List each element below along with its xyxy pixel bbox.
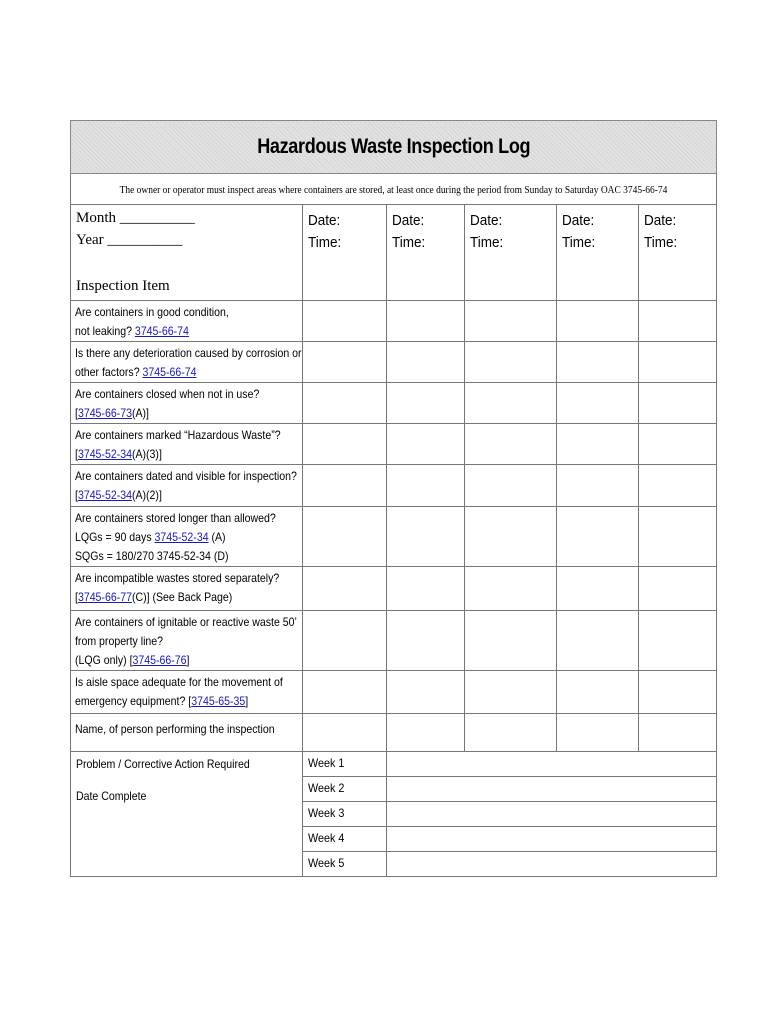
time-label: Time: [644, 234, 678, 251]
month-field[interactable]: Month __________ [76, 210, 195, 226]
check-cell[interactable] [387, 611, 465, 671]
check-cell[interactable] [465, 383, 557, 424]
inspector-name-cell[interactable] [557, 714, 639, 752]
inspection-item-row: Are containers stored longer than allowed? LQGs = 90 days 3745-52-34 (A) SQGs = 180/270 3745-52-34 (D) [71, 507, 303, 567]
inspection-log-table [70, 120, 717, 877]
inspection-item-row: Are containers in good condition, not leaking? 3745-66-74 [71, 301, 303, 342]
week-entry[interactable] [387, 777, 717, 802]
title-banner [71, 121, 717, 174]
check-cell[interactable] [387, 671, 465, 714]
check-cell[interactable] [465, 611, 557, 671]
check-cell[interactable] [557, 301, 639, 342]
inspection-item-row: Is aisle space adequate for the movement of emergency equipment? [3745-65-35] [71, 671, 303, 714]
check-cell[interactable] [557, 671, 639, 714]
date-label: Date: [470, 212, 503, 229]
check-cell[interactable] [303, 611, 387, 671]
problem-section [71, 752, 303, 877]
week-entry[interactable] [387, 802, 717, 827]
check-cell[interactable] [465, 567, 557, 611]
check-cell[interactable] [303, 465, 387, 507]
check-cell[interactable] [387, 507, 465, 567]
inspector-name-row: Name, of person performing the inspection [71, 714, 303, 752]
inspection-item-row: Is there any deterioration caused by corrosion or other factors? 3745-66-74 [71, 342, 303, 383]
check-cell[interactable] [639, 507, 717, 567]
inspector-name-cell[interactable] [639, 714, 717, 752]
inspection-item-row: Are containers marked “Hazardous Waste”? [3745-52-34(A)(3)] [71, 424, 303, 465]
check-cell[interactable] [465, 671, 557, 714]
page-title: Hazardous Waste Inspection Log [257, 135, 531, 158]
check-cell[interactable] [465, 465, 557, 507]
check-cell[interactable] [639, 465, 717, 507]
week-label: Week 3 [303, 802, 387, 827]
check-cell[interactable] [387, 465, 465, 507]
check-cell[interactable] [639, 567, 717, 611]
inspector-name-cell[interactable] [303, 714, 387, 752]
week-label: Week 1 [303, 752, 387, 777]
check-cell[interactable] [639, 424, 717, 465]
check-cell[interactable] [639, 671, 717, 714]
check-cell[interactable] [387, 342, 465, 383]
inspection-item-row: Are containers dated and visible for inspection? [3745-52-34(A)(2)] [71, 465, 303, 507]
check-cell[interactable] [387, 424, 465, 465]
date-time-column-4[interactable] [557, 205, 639, 301]
check-cell[interactable] [465, 301, 557, 342]
problem-label: Problem / Corrective Action Required [76, 757, 250, 771]
week-entry[interactable] [387, 827, 717, 852]
check-cell[interactable] [387, 383, 465, 424]
date-time-column-5[interactable] [639, 205, 717, 301]
check-cell[interactable] [639, 301, 717, 342]
inspection-item-row: Are containers closed when not in use? [3745-66-73(A)] [71, 383, 303, 424]
inspector-name-cell[interactable] [465, 714, 557, 752]
date-label: Date: [308, 212, 341, 229]
check-cell[interactable] [639, 383, 717, 424]
inspection-log-sheet [70, 120, 716, 877]
time-label: Time: [392, 234, 426, 251]
inspection-notice: The owner or operator must inspect areas where containers are stored, at least once during the period from Sunday to Saturday OAC 3745-66-74 [119, 184, 668, 196]
check-cell[interactable] [557, 567, 639, 611]
week-label: Week 5 [303, 852, 387, 877]
check-cell[interactable] [303, 301, 387, 342]
date-complete-label: Date Complete [76, 789, 147, 803]
check-cell[interactable] [557, 465, 639, 507]
check-cell[interactable] [557, 342, 639, 383]
week-entry[interactable] [387, 852, 717, 877]
inspection-item-row: Are incompatible wastes stored separately? [3745-66-77(C)] (See Back Page) [71, 567, 303, 611]
check-cell[interactable] [303, 342, 387, 383]
date-time-column-1[interactable] [303, 205, 387, 301]
check-cell[interactable] [557, 424, 639, 465]
regulation-link[interactable]: 3745-66-73 [77, 406, 132, 420]
week-label: Week 2 [303, 777, 387, 802]
week-label: Week 4 [303, 827, 387, 852]
time-label: Time: [470, 234, 504, 251]
check-cell[interactable] [639, 611, 717, 671]
date-time-column-3[interactable] [465, 205, 557, 301]
regulation-link[interactable]: 3745-65-35 [191, 694, 246, 708]
check-cell[interactable] [557, 611, 639, 671]
time-label: Time: [562, 234, 596, 251]
regulation-link[interactable]: 3745-66-74 [134, 324, 189, 338]
time-label: Time: [308, 234, 342, 251]
regulation-link[interactable]: 3745-52-34 [77, 488, 132, 502]
check-cell[interactable] [387, 301, 465, 342]
year-field[interactable]: Year __________ [76, 232, 183, 248]
regulation-link[interactable]: 3745-66-76 [132, 653, 187, 667]
check-cell[interactable] [303, 424, 387, 465]
notice-row [71, 174, 717, 205]
date-time-column-2[interactable] [387, 205, 465, 301]
date-label: Date: [644, 212, 677, 229]
check-cell[interactable] [639, 342, 717, 383]
check-cell[interactable] [303, 383, 387, 424]
date-label: Date: [392, 212, 425, 229]
inspector-name-cell[interactable] [387, 714, 465, 752]
check-cell[interactable] [465, 424, 557, 465]
month-year-cell [71, 205, 303, 301]
check-cell[interactable] [465, 507, 557, 567]
inspection-item-heading: Inspection Item [76, 278, 170, 294]
check-cell[interactable] [557, 383, 639, 424]
regulation-link[interactable]: 3745-52-34 [154, 530, 209, 544]
check-cell[interactable] [303, 671, 387, 714]
check-cell[interactable] [303, 507, 387, 567]
week-entry[interactable] [387, 752, 717, 777]
inspection-item-row: Are containers of ignitable or reactive waste 50’ from property line? (LQG only) [3745-66-76] [71, 611, 303, 671]
check-cell[interactable] [465, 342, 557, 383]
regulation-link[interactable]: 3745-66-77 [77, 590, 132, 604]
check-cell[interactable] [303, 567, 387, 611]
date-label: Date: [562, 212, 595, 229]
regulation-link[interactable]: 3745-52-34 [77, 447, 132, 461]
check-cell[interactable] [557, 507, 639, 567]
regulation-link[interactable]: 3745-66-74 [142, 365, 197, 379]
check-cell[interactable] [387, 567, 465, 611]
